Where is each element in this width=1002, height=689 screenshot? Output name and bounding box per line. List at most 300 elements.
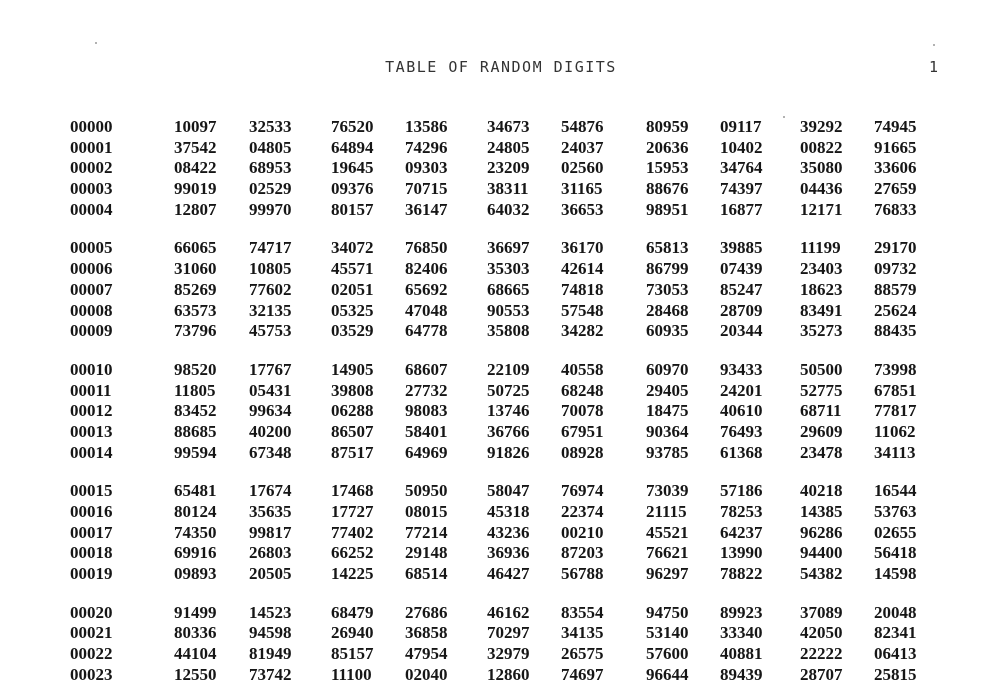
digit-group: 99019 — [174, 179, 217, 199]
digit-group: 20636 — [646, 137, 689, 157]
digit-group: 73742 — [249, 664, 292, 684]
digit-group: 33606 — [874, 158, 917, 178]
digit-group: 04805 — [249, 137, 292, 157]
digit-group: 88435 — [874, 321, 917, 341]
digit-group: 05325 — [331, 300, 374, 320]
digit-group: 60935 — [646, 321, 689, 341]
digit-group: 10402 — [720, 137, 763, 157]
digit-group: 63573 — [174, 300, 217, 320]
digit-group: 80336 — [174, 623, 217, 643]
row-number: 00012 — [70, 401, 113, 421]
digit-group: 39808 — [331, 380, 374, 400]
row-number: 00010 — [70, 359, 113, 379]
digit-group: 60970 — [646, 359, 689, 379]
digit-group: 23478 — [800, 442, 843, 462]
digit-group: 99634 — [249, 401, 292, 421]
digit-group: 40200 — [249, 421, 292, 441]
digit-group: 17767 — [249, 359, 292, 379]
row-number: 00004 — [70, 199, 113, 219]
digit-group: 66065 — [174, 238, 217, 258]
digit-group: 34673 — [487, 117, 530, 136]
digit-group: 53140 — [646, 623, 689, 643]
digit-group: 16544 — [874, 481, 917, 501]
table-row — [0, 158, 1002, 179]
table-row — [0, 238, 1002, 259]
digit-group: 35303 — [487, 259, 530, 279]
digit-group: 45318 — [487, 502, 530, 521]
digit-group: 64778 — [405, 321, 448, 341]
digit-group: 80959 — [646, 117, 689, 136]
digit-group: 65813 — [646, 238, 689, 258]
digit-group: 26940 — [331, 623, 374, 643]
digit-group: 68514 — [405, 564, 448, 584]
digit-group: 38311 — [487, 179, 529, 199]
digit-group: 12171 — [800, 199, 843, 219]
digit-group: 91665 — [874, 137, 917, 157]
table-row — [0, 381, 1002, 402]
digit-group: 12550 — [174, 664, 217, 684]
row-number: 00014 — [70, 442, 113, 462]
digit-group: 69916 — [174, 543, 217, 563]
digit-group: 74697 — [561, 664, 604, 684]
row-block — [0, 117, 1002, 220]
digit-group: 78253 — [720, 502, 763, 521]
row-number: 00005 — [70, 238, 113, 258]
digit-group: 27732 — [405, 380, 448, 400]
digit-group: 74350 — [174, 522, 217, 542]
table-row — [0, 321, 1002, 342]
digit-group: 09732 — [874, 259, 917, 279]
digit-group: 36653 — [561, 199, 604, 219]
digit-group: 17727 — [331, 502, 374, 521]
digit-group: 02040 — [405, 664, 448, 684]
row-number: 00002 — [70, 158, 113, 178]
row-number: 00023 — [70, 664, 113, 684]
digit-group: 86799 — [646, 259, 689, 279]
table-row — [0, 117, 1002, 138]
table-row — [0, 623, 1002, 644]
digit-group: 82406 — [405, 259, 448, 279]
digit-group: 18475 — [646, 401, 689, 421]
digit-group: 35808 — [487, 321, 530, 341]
digit-group: 34282 — [561, 321, 604, 341]
digit-group: 35080 — [800, 158, 843, 178]
digit-group: 09117 — [720, 117, 762, 136]
digit-group: 07439 — [720, 259, 763, 279]
row-number: 00007 — [70, 279, 113, 299]
digit-group: 68248 — [561, 380, 604, 400]
digit-group: 02529 — [249, 179, 292, 199]
digit-group: 78822 — [720, 564, 763, 584]
digit-group: 13990 — [720, 543, 763, 563]
digit-group: 83554 — [561, 602, 604, 622]
digit-group: 09376 — [331, 179, 374, 199]
digit-group: 77402 — [331, 522, 374, 542]
digit-group: 27686 — [405, 602, 448, 622]
digit-group: 39885 — [720, 238, 763, 258]
digit-group: 58401 — [405, 421, 448, 441]
digit-group: 31165 — [561, 179, 603, 199]
digit-group: 13586 — [405, 117, 448, 136]
digit-group: 99817 — [249, 522, 292, 542]
digit-group: 02051 — [331, 279, 374, 299]
digit-group: 74397 — [720, 179, 763, 199]
row-number: 00019 — [70, 564, 113, 584]
digit-group: 76974 — [561, 481, 604, 501]
block-separator — [0, 463, 1002, 481]
digit-group: 42050 — [800, 623, 843, 643]
digit-group: 20048 — [874, 602, 917, 622]
row-number: 00022 — [70, 644, 113, 664]
digit-group: 26575 — [561, 644, 604, 664]
row-number: 00017 — [70, 522, 113, 542]
digit-group: 09893 — [174, 564, 217, 584]
digit-group: 89439 — [720, 664, 763, 684]
digit-group: 40558 — [561, 359, 604, 379]
digit-group: 76833 — [874, 199, 917, 219]
digit-group: 40610 — [720, 401, 763, 421]
digit-group: 22109 — [487, 359, 530, 379]
table-row — [0, 603, 1002, 624]
digit-group: 02560 — [561, 158, 604, 178]
table-row — [0, 179, 1002, 200]
digit-group: 54382 — [800, 564, 843, 584]
digit-group: 44104 — [174, 644, 217, 664]
digit-group: 27659 — [874, 179, 917, 199]
digit-group: 25815 — [874, 664, 917, 684]
digit-group: 06413 — [874, 644, 917, 664]
digit-group: 67951 — [561, 421, 604, 441]
digit-group: 46427 — [487, 564, 530, 584]
digit-group: 11062 — [874, 421, 916, 441]
digit-group: 94750 — [646, 602, 689, 622]
digit-group: 09303 — [405, 158, 448, 178]
digit-group: 28707 — [800, 664, 843, 684]
digit-group: 53763 — [874, 502, 917, 521]
digit-group: 70078 — [561, 401, 604, 421]
digit-group: 86507 — [331, 421, 374, 441]
digit-group: 74818 — [561, 279, 604, 299]
table-row — [0, 280, 1002, 301]
digit-group: 16877 — [720, 199, 763, 219]
digit-group: 22374 — [561, 502, 604, 521]
digit-group: 19645 — [331, 158, 374, 178]
digit-group: 74945 — [874, 117, 917, 136]
row-block — [0, 603, 1002, 686]
scan-speck — [95, 42, 97, 44]
digit-group: 08422 — [174, 158, 217, 178]
digit-group: 73796 — [174, 321, 217, 341]
digit-group: 56788 — [561, 564, 604, 584]
table-row — [0, 644, 1002, 665]
digit-group: 14523 — [249, 602, 292, 622]
digit-group: 47954 — [405, 644, 448, 664]
digit-group: 68607 — [405, 359, 448, 379]
page-title: TABLE OF RANDOM DIGITS — [385, 58, 617, 76]
row-number: 00018 — [70, 543, 113, 563]
digit-group: 76621 — [646, 543, 689, 563]
digit-group: 66252 — [331, 543, 374, 563]
digit-group: 14385 — [800, 502, 843, 521]
digit-group: 96644 — [646, 664, 689, 684]
digit-group: 20344 — [720, 321, 763, 341]
digit-group: 29405 — [646, 380, 689, 400]
row-number: 00006 — [70, 259, 113, 279]
digit-group: 80124 — [174, 502, 217, 521]
digit-group: 70297 — [487, 623, 530, 643]
digit-group: 64894 — [331, 137, 374, 157]
digit-group: 15953 — [646, 158, 689, 178]
digit-group: 50725 — [487, 380, 530, 400]
table-row — [0, 422, 1002, 443]
digit-group: 00210 — [561, 522, 604, 542]
digit-group: 82341 — [874, 623, 917, 643]
digit-group: 87517 — [331, 442, 374, 462]
digit-group: 14598 — [874, 564, 917, 584]
table-row — [0, 301, 1002, 322]
digit-group: 81949 — [249, 644, 292, 664]
digit-group: 36858 — [405, 623, 448, 643]
digit-group: 14225 — [331, 564, 374, 584]
digit-group: 45571 — [331, 259, 374, 279]
digit-group: 06288 — [331, 401, 374, 421]
digit-group: 76520 — [331, 117, 374, 136]
digit-group: 68711 — [800, 401, 842, 421]
digit-group: 76493 — [720, 421, 763, 441]
row-number: 00021 — [70, 623, 113, 643]
digit-group: 11805 — [174, 380, 216, 400]
digit-group: 88676 — [646, 179, 689, 199]
row-number: 00008 — [70, 300, 113, 320]
digit-group: 12860 — [487, 664, 530, 684]
digit-group: 88579 — [874, 279, 917, 299]
digit-group: 64969 — [405, 442, 448, 462]
page-number: 1 — [928, 58, 938, 76]
digit-group: 32533 — [249, 117, 292, 136]
digit-group: 61368 — [720, 442, 763, 462]
digit-group: 83452 — [174, 401, 217, 421]
digit-group: 67348 — [249, 442, 292, 462]
digit-group: 91499 — [174, 602, 217, 622]
table-row — [0, 564, 1002, 585]
digit-group: 64237 — [720, 522, 763, 542]
digit-group: 34113 — [874, 442, 916, 462]
digit-group: 57548 — [561, 300, 604, 320]
digit-group: 56418 — [874, 543, 917, 563]
digit-group: 74717 — [249, 238, 292, 258]
block-separator — [0, 342, 1002, 360]
digit-group: 54876 — [561, 117, 604, 136]
digit-group: 70715 — [405, 179, 448, 199]
row-number: 00016 — [70, 502, 113, 521]
digit-group: 57600 — [646, 644, 689, 664]
digit-group: 96297 — [646, 564, 689, 584]
digit-group: 34135 — [561, 623, 604, 643]
digit-group: 67851 — [874, 380, 917, 400]
digit-group: 23403 — [800, 259, 843, 279]
digit-group: 36697 — [487, 238, 530, 258]
random-digits-table — [0, 117, 1002, 686]
digit-group: 73053 — [646, 279, 689, 299]
digit-group: 68479 — [331, 602, 374, 622]
row-block — [0, 360, 1002, 463]
row-number: 00001 — [70, 137, 113, 157]
digit-group: 73998 — [874, 359, 917, 379]
digit-group: 85269 — [174, 279, 217, 299]
digit-group: 29170 — [874, 238, 917, 258]
digit-group: 36766 — [487, 421, 530, 441]
row-number: 00013 — [70, 421, 113, 441]
digit-group: 57186 — [720, 481, 763, 501]
digit-group: 18623 — [800, 279, 843, 299]
digit-group: 46162 — [487, 602, 530, 622]
block-separator — [0, 220, 1002, 238]
table-row — [0, 502, 1002, 523]
digit-group: 24201 — [720, 380, 763, 400]
digit-group: 64032 — [487, 199, 530, 219]
table-row — [0, 443, 1002, 464]
digit-group: 98083 — [405, 401, 448, 421]
digit-group: 88685 — [174, 421, 217, 441]
digit-group: 24805 — [487, 137, 530, 157]
digit-group: 22222 — [800, 644, 843, 664]
digit-group: 98951 — [646, 199, 689, 219]
digit-group: 90553 — [487, 300, 530, 320]
digit-group: 28709 — [720, 300, 763, 320]
row-number: 00011 — [70, 380, 112, 400]
digit-group: 87203 — [561, 543, 604, 563]
digit-group: 13746 — [487, 401, 530, 421]
row-block — [0, 238, 1002, 341]
digit-group: 93433 — [720, 359, 763, 379]
digit-group: 14905 — [331, 359, 374, 379]
digit-group: 08928 — [561, 442, 604, 462]
digit-group: 11199 — [800, 238, 841, 258]
row-number: 00000 — [70, 117, 113, 136]
digit-group: 93785 — [646, 442, 689, 462]
digit-group: 29609 — [800, 421, 843, 441]
digit-group: 10805 — [249, 259, 292, 279]
digit-group: 77817 — [874, 401, 917, 421]
digit-group: 20505 — [249, 564, 292, 584]
digit-group: 33340 — [720, 623, 763, 643]
digit-group: 39292 — [800, 117, 843, 136]
digit-group: 17674 — [249, 481, 292, 501]
table-row — [0, 665, 1002, 686]
row-number: 00003 — [70, 179, 113, 199]
block-separator — [0, 585, 1002, 603]
digit-group: 77214 — [405, 522, 448, 542]
digit-group: 26803 — [249, 543, 292, 563]
digit-group: 89923 — [720, 602, 763, 622]
row-block — [0, 481, 1002, 584]
digit-group: 17468 — [331, 481, 374, 501]
table-row — [0, 360, 1002, 381]
digit-group: 52775 — [800, 380, 843, 400]
digit-group: 40881 — [720, 644, 763, 664]
digit-group: 08015 — [405, 502, 448, 521]
digit-group: 36936 — [487, 543, 530, 563]
table-row — [0, 543, 1002, 564]
digit-group: 68665 — [487, 279, 530, 299]
table-row — [0, 401, 1002, 422]
digit-group: 02655 — [874, 522, 917, 542]
digit-group: 40218 — [800, 481, 843, 501]
digit-group: 50950 — [405, 481, 448, 501]
digit-group: 98520 — [174, 359, 217, 379]
digit-group: 85157 — [331, 644, 374, 664]
digit-group: 73039 — [646, 481, 689, 501]
digit-group: 23209 — [487, 158, 530, 178]
digit-group: 21115 — [646, 502, 687, 521]
digit-group: 35635 — [249, 502, 292, 521]
digit-group: 05431 — [249, 380, 292, 400]
digit-group: 58047 — [487, 481, 530, 501]
row-number: 00020 — [70, 602, 113, 622]
digit-group: 42614 — [561, 259, 604, 279]
digit-group: 47048 — [405, 300, 448, 320]
digit-group: 03529 — [331, 321, 374, 341]
digit-group: 45521 — [646, 522, 689, 542]
digit-group: 36170 — [561, 238, 604, 258]
table-row — [0, 200, 1002, 221]
digit-group: 37542 — [174, 137, 217, 157]
digit-group: 31060 — [174, 259, 217, 279]
digit-group: 85247 — [720, 279, 763, 299]
digit-group: 94400 — [800, 543, 843, 563]
digit-group: 65692 — [405, 279, 448, 299]
table-row — [0, 481, 1002, 502]
digit-group: 34072 — [331, 238, 374, 258]
digit-group: 96286 — [800, 522, 843, 542]
table-row — [0, 259, 1002, 280]
digit-group: 65481 — [174, 481, 217, 501]
digit-group: 00822 — [800, 137, 843, 157]
digit-group: 24037 — [561, 137, 604, 157]
table-row — [0, 523, 1002, 544]
digit-group: 80157 — [331, 199, 374, 219]
digit-group: 32979 — [487, 644, 530, 664]
digit-group: 32135 — [249, 300, 292, 320]
digit-group: 91826 — [487, 442, 530, 462]
digit-group: 99594 — [174, 442, 217, 462]
digit-group: 25624 — [874, 300, 917, 320]
digit-group: 77602 — [249, 279, 292, 299]
digit-group: 04436 — [800, 179, 843, 199]
digit-group: 29148 — [405, 543, 448, 563]
digit-group: 11100 — [331, 664, 372, 684]
digit-group: 10097 — [174, 117, 217, 136]
digit-group: 99970 — [249, 199, 292, 219]
digit-group: 83491 — [800, 300, 843, 320]
row-number: 00009 — [70, 321, 113, 341]
row-number: 00015 — [70, 481, 113, 501]
digit-group: 45753 — [249, 321, 292, 341]
digit-group: 74296 — [405, 137, 448, 157]
scan-speck — [933, 44, 935, 46]
digit-group: 68953 — [249, 158, 292, 178]
digit-group: 37089 — [800, 602, 843, 622]
digit-group: 36147 — [405, 199, 448, 219]
digit-group: 76850 — [405, 238, 448, 258]
table-row — [0, 138, 1002, 159]
digit-group: 35273 — [800, 321, 843, 341]
digit-group: 90364 — [646, 421, 689, 441]
digit-group: 28468 — [646, 300, 689, 320]
digit-group: 34764 — [720, 158, 763, 178]
digit-group: 50500 — [800, 359, 843, 379]
digit-group: 12807 — [174, 199, 217, 219]
